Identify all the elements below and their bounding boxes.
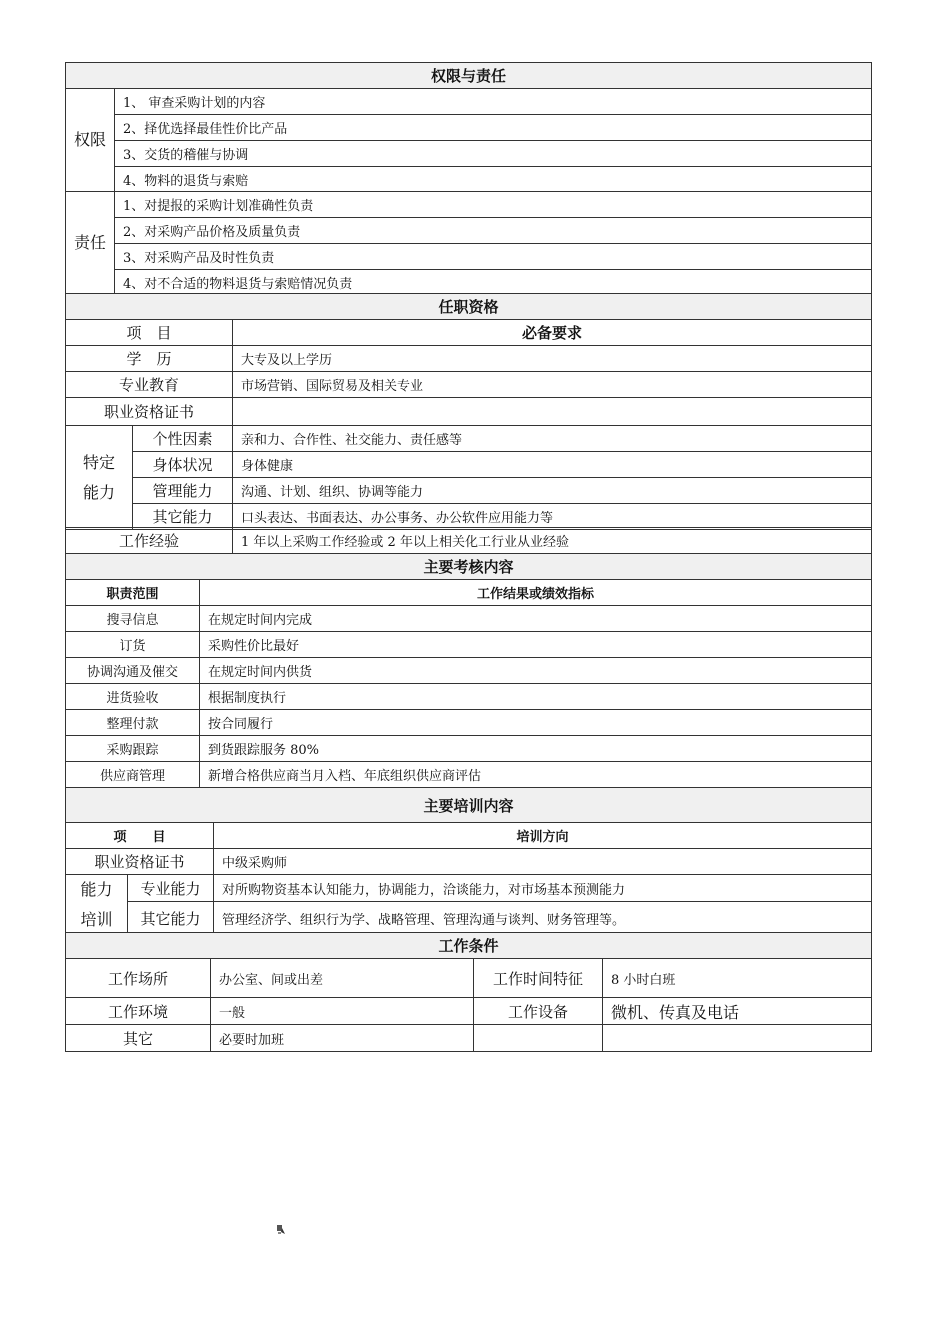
ability-training-label: 能力培训 xyxy=(66,875,128,936)
authority-item: 2、择优选择最佳性价比产品 xyxy=(115,115,872,141)
section-title: 工作条件 xyxy=(66,933,872,959)
result-cell: 按合同履行 xyxy=(200,710,872,736)
certificate-label: 职业资格证书 xyxy=(66,398,233,426)
work-place-value: 办公室、间或出差 xyxy=(211,959,474,998)
scope-cell: 进货验收 xyxy=(66,684,200,710)
education-label: 学 历 xyxy=(66,346,233,372)
section-title: 主要培训内容 xyxy=(66,788,872,823)
scope-cell: 采购跟踪 xyxy=(66,736,200,762)
responsibility-item: 4、对不合适的物料退货与索赔情况负责 xyxy=(115,270,872,295)
special-item-value: 亲和力、合作性、社交能力、责任感等 xyxy=(233,426,872,452)
authority-item: 1、 审查采购计划的内容 xyxy=(115,89,872,115)
qualification-table xyxy=(65,293,872,530)
experience-value: 1 年以上采购工作经验或 2 年以上相关化工行业从业经验 xyxy=(233,528,872,554)
certificate-label: 职业资格证书 xyxy=(66,849,214,875)
work-conditions-table xyxy=(65,932,872,1052)
column-header-scope: 职责范围 xyxy=(66,580,200,606)
special-item-label: 管理能力 xyxy=(133,478,233,504)
work-env-value: 一般 xyxy=(211,998,474,1025)
section-title: 任职资格 xyxy=(66,294,872,320)
major-value: 市场营销、国际贸易及相关专业 xyxy=(233,372,872,398)
special-item-value: 身体健康 xyxy=(233,452,872,478)
column-header-item: 项 目 xyxy=(66,320,233,346)
ability-item-value: 对所购物资基本认知能力，协调能力，洽谈能力，对市场基本预测能力 xyxy=(214,875,872,902)
scope-cell: 整理付款 xyxy=(66,710,200,736)
special-item-value: 沟通、计划、组织、协调等能力 xyxy=(233,478,872,504)
certificate-value: 中级采购师 xyxy=(214,849,872,875)
column-header-result: 工作结果或绩效指标 xyxy=(200,580,872,606)
ability-item-label: 其它能力 xyxy=(128,902,214,936)
result-cell: 到货跟踪服务 80% xyxy=(200,736,872,762)
section-title: 权限与责任 xyxy=(66,63,872,89)
column-header-item: 项 目 xyxy=(66,823,214,849)
scope-cell: 搜寻信息 xyxy=(66,606,200,632)
pen-icon xyxy=(276,1224,286,1235)
work-place-label: 工作场所 xyxy=(66,959,211,998)
result-cell: 采购性价比最好 xyxy=(200,632,872,658)
scope-cell: 协调沟通及催交 xyxy=(66,658,200,684)
assessment-table xyxy=(65,553,872,788)
special-ability-label: 特定能力 xyxy=(66,426,133,530)
scope-cell: 订货 xyxy=(66,632,200,658)
authority-item: 3、交货的稽催与协调 xyxy=(115,141,872,167)
responsibility-item: 1、对提报的采购计划准确性负责 xyxy=(115,192,872,218)
certificate-value xyxy=(233,398,872,426)
section-title: 主要考核内容 xyxy=(66,554,872,580)
work-time-label: 工作时间特征 xyxy=(474,959,603,998)
special-item-label: 个性因素 xyxy=(133,426,233,452)
education-value: 大专及以上学历 xyxy=(233,346,872,372)
column-header-direction: 培训方向 xyxy=(214,823,872,849)
special-item-label: 其它能力 xyxy=(133,504,233,530)
empty-cell xyxy=(474,1025,603,1052)
ability-item-label: 专业能力 xyxy=(128,875,214,902)
result-cell: 在规定时间内供货 xyxy=(200,658,872,684)
special-item-label: 身体状况 xyxy=(133,452,233,478)
other-value: 必要时加班 xyxy=(211,1025,474,1052)
experience-table xyxy=(65,527,872,554)
work-equipment-value: 微机、传真及电话 xyxy=(603,998,872,1025)
training-table xyxy=(65,787,872,936)
major-label: 专业教育 xyxy=(66,372,233,398)
work-env-label: 工作环境 xyxy=(66,998,211,1025)
ability-item-value: 管理经济学、组织行为学、战略管理、管理沟通与谈判、财务管理等。 xyxy=(214,902,872,936)
authority-responsibility-table xyxy=(65,62,872,295)
column-header-requirement: 必备要求 xyxy=(233,320,872,346)
special-item-value: 口头表达、书面表达、办公事务、办公软件应用能力等 xyxy=(233,504,872,530)
result-cell: 新增合格供应商当月入档、年底组织供应商评估 xyxy=(200,762,872,788)
responsibility-label: 责任 xyxy=(66,192,115,295)
other-label: 其它 xyxy=(66,1025,211,1052)
work-time-value: 8 小时白班 xyxy=(603,959,872,998)
result-cell: 在规定时间内完成 xyxy=(200,606,872,632)
scope-cell: 供应商管理 xyxy=(66,762,200,788)
authority-label: 权限 xyxy=(66,89,115,192)
empty-cell xyxy=(603,1025,872,1052)
experience-label: 工作经验 xyxy=(66,528,233,554)
responsibility-item: 2、对采购产品价格及质量负责 xyxy=(115,218,872,244)
responsibility-item: 3、对采购产品及时性负责 xyxy=(115,244,872,270)
authority-item: 4、物料的退货与索赔 xyxy=(115,167,872,192)
result-cell: 根据制度执行 xyxy=(200,684,872,710)
work-equipment-label: 工作设备 xyxy=(474,998,603,1025)
